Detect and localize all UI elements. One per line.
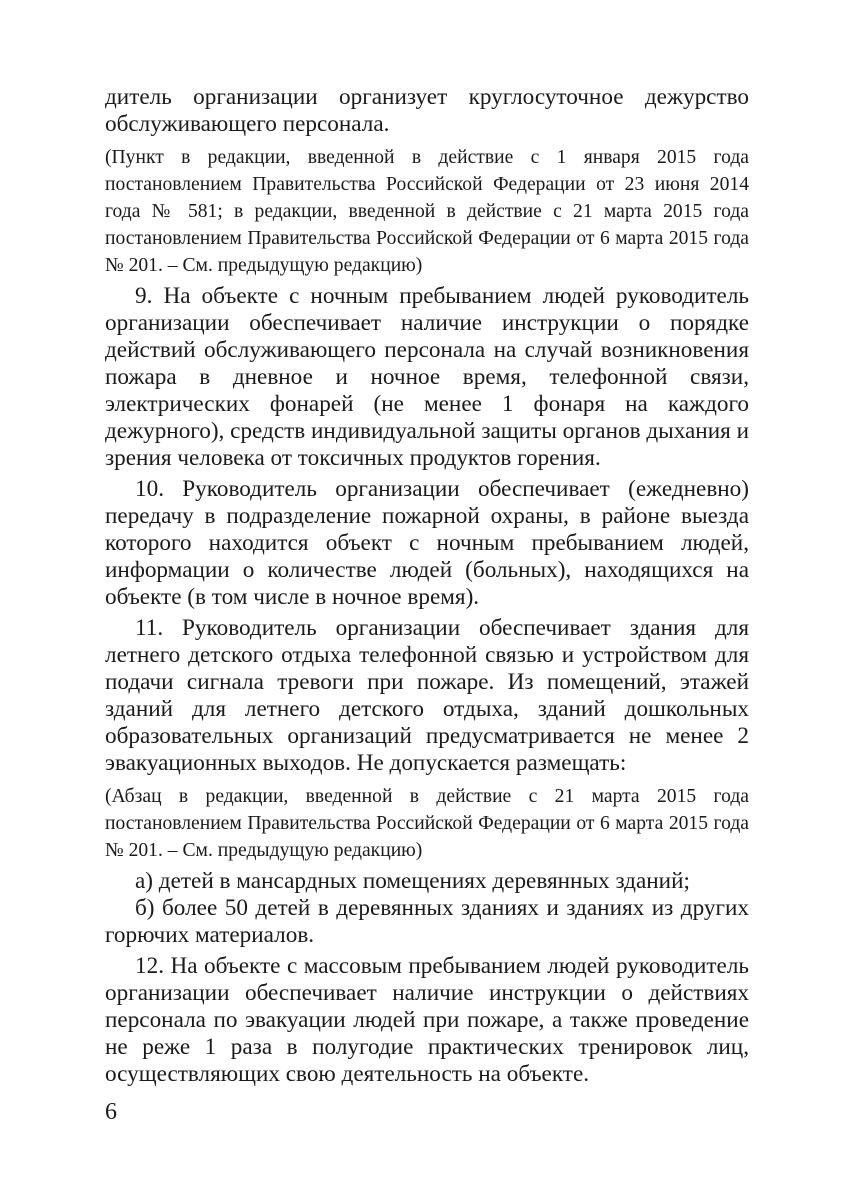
paragraph-item-11-b: б) более 50 детей в деревянных зданиях и зданиях из других горючих материалов. <box>105 895 749 948</box>
editorial-note: (Пункт в редакции, введенной в действие с 1 января 2015 года постановлением Правительства Российской Федерации от 23 июня 2014 года № 581; в редакции, введенной в действие с 21 марта 2015 года постановлением Правительства Российской Федерации от 6 марта 2015 года № 201. – См. предыдущую редакцию) <box>105 147 749 276</box>
paragraph-item-9: 9. На объекте с ночным пребыванием людей руководитель организации обеспечивает наличие инструкции о порядке действий обслуживающего персонала на случай возникновения пожара в дневное и ночное время, телефонной связи, электрических фонарей (не менее 1 фонаря на каждого дежурного), средств индивидуальной защиты органов дыхания и зрения человека от токсичных продуктов горения. <box>105 283 749 471</box>
paragraph-item-12: 12. На объекте с массовым пребыванием людей руководитель организации обеспечивает наличие инструкции о действиях персонала по эвакуации людей при пожаре, а также проведение не реже 1 раза в полугодие практических тренировок лиц, осуществляющих свою деятельность на объекте. <box>105 953 749 1087</box>
paragraph-item-11: 11. Руководитель организации обеспечивает здания для летнего детского отдыха телефонной связью и устройством для подачи сигнала тревоги при пожаре. Из помещений, этажей зданий для летнего детского отдыха, зданий дошкольных образовательных организаций предусматривается не менее 2 эвакуационных выходов. Не допускается размещать: <box>105 615 749 776</box>
editorial-note: (Абзац в редакции, введенной в действие с 21 марта 2015 года постановлением Правительства Российской Федерации от 6 марта 2015 года № 201. – См. предыдущую редакцию) <box>105 786 749 861</box>
paragraph-item-10: 10. Руководитель организации обеспечивает (ежедневно) передачу в подразделение пожарной охраны, в районе выезда которого находится объект с ночным пребыванием людей, информации о количестве людей (больных), находящихся на объекте (в том числе в ночное время). <box>105 476 749 610</box>
document-page <box>105 84 749 1088</box>
paragraph-continuation: дитель организации организует круглосуточное дежурство обслуживающего персонала. <box>105 84 749 137</box>
paragraph-item-11-a: а) детей в мансардных помещениях деревянных зданий; <box>135 868 690 894</box>
page-number: 6 <box>105 1099 117 1125</box>
